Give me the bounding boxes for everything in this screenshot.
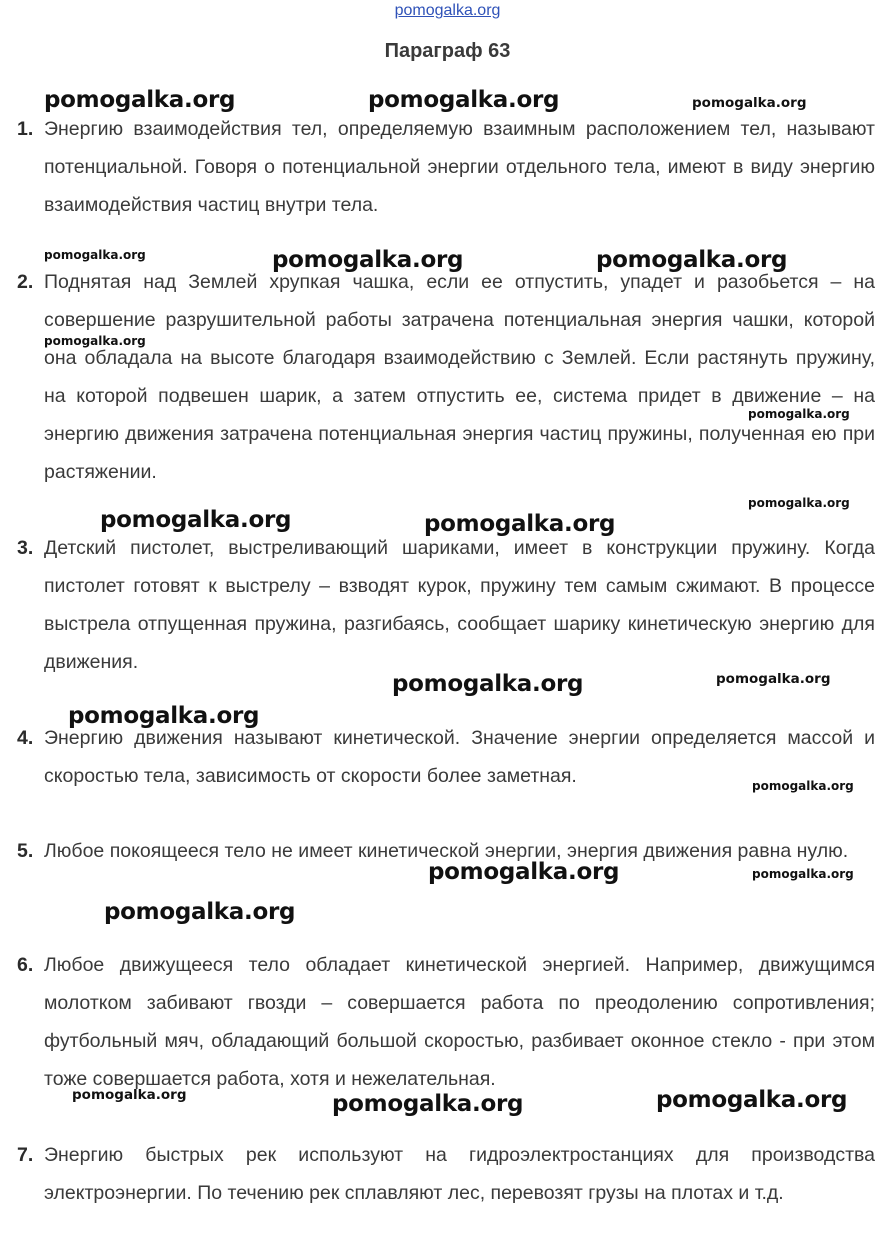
page-title: Параграф 63 [384, 40, 511, 62]
list-item [17, 263, 875, 491]
item-text: Детский пистолет, выстреливающий шариками, имеет в конструкции пружину. Когда пистолет готовят к выстрелу – взводят курок, пружину тем самым сжимают. В процессе выстрела отпущенная пружина, разгибаясь, сообщает шарику кинетическую энергию для движения. [44, 537, 875, 673]
list-item [17, 110, 875, 224]
item-text: Энергию движения называют кинетической. Значение энергии определяется массой и скоростью тела, зависимость от скорости более заметная. [44, 727, 875, 787]
watermark: pomogalka.org [44, 334, 146, 348]
item-number: 5. [17, 840, 34, 862]
list-item [17, 529, 875, 681]
item-text: Энергию взаимодействия тел, определяемую взаимным расположением тел, называют потенциальной. Говоря о потенциальной энергии отдельного тела, имеют в виду энергию взаимодействия частиц внутри тела. [44, 118, 875, 216]
watermark: pomogalka.org [748, 496, 850, 510]
item-text: Любое покоящееся тело не имеет кинетической энергии, энергия движения равна нулю. [44, 840, 849, 862]
watermark: pomogalka.org [748, 407, 850, 421]
item-number: 4. [17, 727, 34, 749]
watermark: pomogalka.org [72, 1087, 187, 1103]
watermark: pomogalka.org [44, 87, 236, 113]
list-item [17, 719, 875, 795]
site-link[interactable]: pomogalka.org [394, 2, 501, 19]
watermark: pomogalka.org [716, 671, 831, 687]
item-number: 3. [17, 537, 34, 559]
watermark: pomogalka.org [100, 507, 292, 533]
watermark: pomogalka.org [104, 899, 296, 925]
watermark: pomogalka.org [752, 779, 854, 793]
item-number: 1. [17, 118, 34, 140]
watermark: pomogalka.org [368, 87, 560, 113]
watermark: pomogalka.org [752, 867, 854, 881]
list-item [17, 946, 875, 1098]
item-number: 7. [17, 1144, 34, 1166]
watermark: pomogalka.org [692, 95, 807, 111]
item-number: 2. [17, 271, 34, 293]
watermark: pomogalka.org [332, 1091, 524, 1117]
item-text: Поднятая над Землей хрупкая чашка, если ее отпустить, упадет и разобьется – на совершение разрушительной работы затрачена потенциальная энергия чашки, которой она обладала на высоте благодаря взаимодействию с Землей. Если растянуть пружину, на которой подвешен шарик, а затем отпустить ее, система придет в движение – на энергию движения затрачена потенциальная энергия частиц пружины, полученная ею при растяжении. [44, 271, 875, 483]
watermark: pomogalka.org [428, 859, 620, 885]
item-text: Любое движущееся тело обладает кинетической энергией. Например, движущимся молотком забивают гвозди – совершается работа по преодолению сопротивления; футбольный мяч, обладающий большой скоростью, разбивает оконное стекло - при этом тоже совершается работа, хотя и нежелательная. [44, 954, 875, 1090]
watermark: pomogalka.org [272, 247, 464, 273]
item-text: Энергию быстрых рек используют на гидроэлектростанциях для производства электроэнергии. По течению рек сплавляют лес, перевозят грузы на плотах и т.д. [44, 1144, 875, 1204]
list-item [17, 1136, 875, 1212]
watermark: pomogalka.org [44, 248, 146, 262]
watermark: pomogalka.org [68, 703, 260, 729]
watermark: pomogalka.org [392, 671, 584, 697]
item-number: 6. [17, 954, 34, 976]
watermark: pomogalka.org [596, 247, 788, 273]
watermark: pomogalka.org [424, 511, 616, 537]
watermark: pomogalka.org [656, 1087, 848, 1113]
